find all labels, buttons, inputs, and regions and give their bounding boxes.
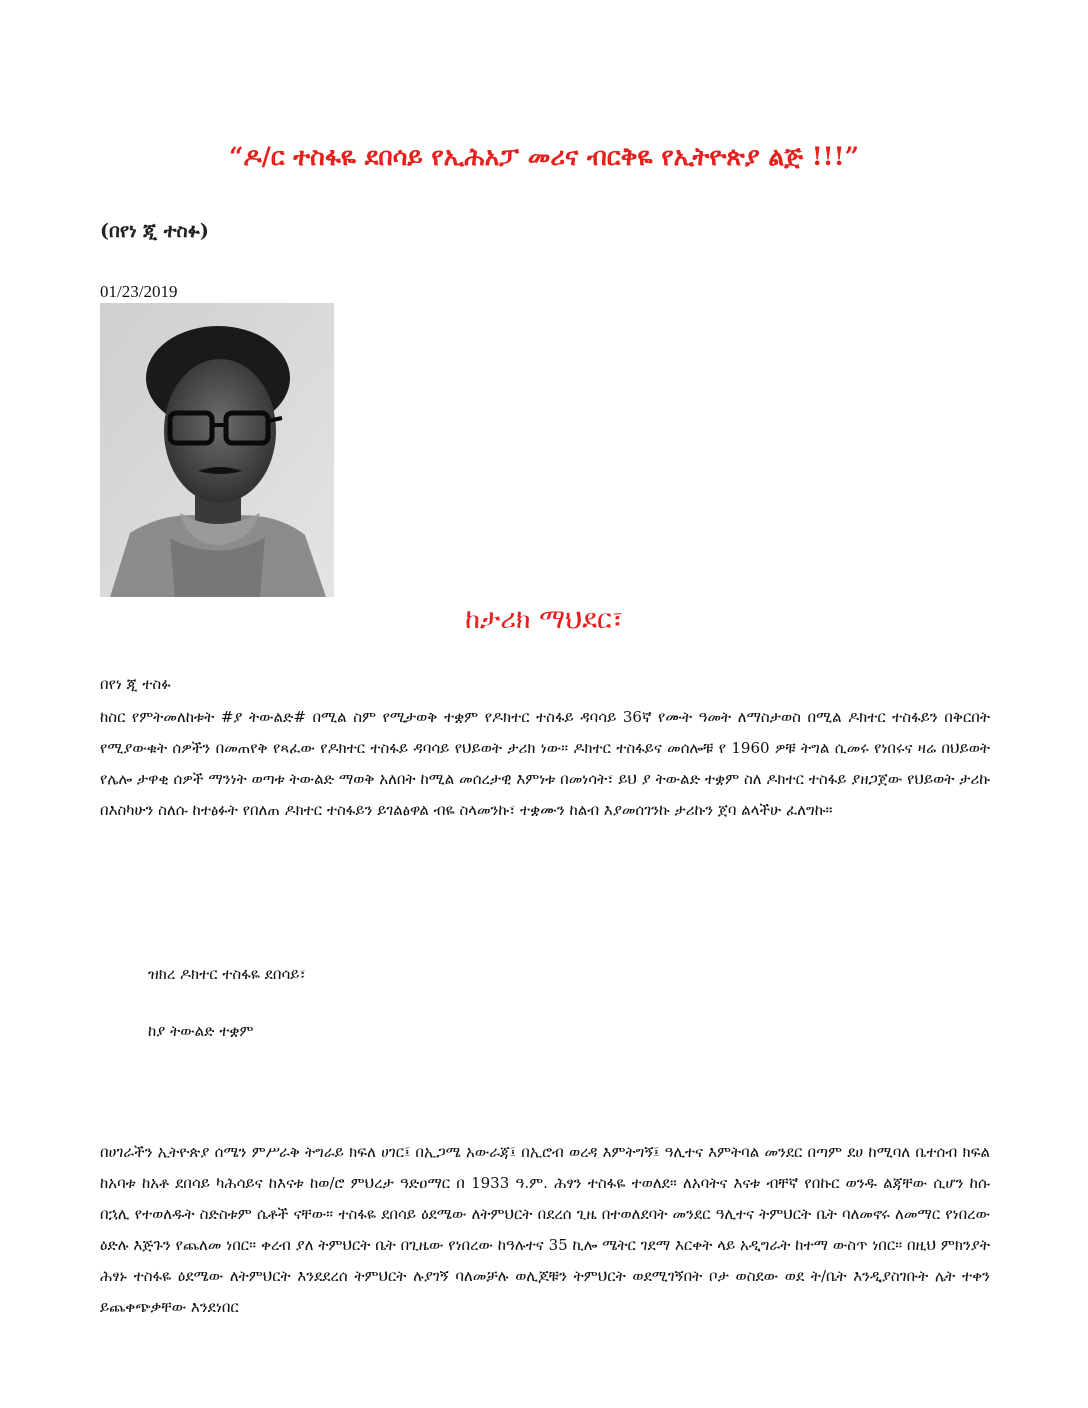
biography-paragraph: በሀገራችን ኢትዮጵያ ሰሜን ምሥራቅ ትግራይ ክፍለ ሀገር፤ በኢጋሜ አውራጃ፤ በኢሮብ ወረዳ እምትግኝ፤ ዓሊተና እምትባል መንደር በጣም ደሀ ከሚባለ ቤተሰብ ክፍል ከአባቱ ከአቶ ደበሳይ ካሕሳይና ከእናቱ ከወ/ሮ ምህረታ ዓድዐማር በ 1933 ዓ.ም. ሕፃን ተስፋዬ ተወለደ። ለአባትና እናቱ ብቸኛ የበኩር ወንዱ ልጃቸው ሲሆን ከሱ በኋሊ የተወለዱት ስድስቱም ሴቶች ናቸው። ተስፋዬ ደበሳይ ዕደሜው ለትምህርት በደረሰ ጊዜ በተወለደባት መንደር ዓሊተና ትምህርት ቤት ባለመኖሩ ለመማር የነበረው ዕድሉ እጅጉን የጨለመ ነበር። ቀረብ ያለ ትምህርት ቤት በጊዜው የነበረው ከዓሉተና 35 ኪሎ ሜትር ገደማ እርቀት ላይ አዲግራት ከተማ ውስጥ ነበር። በዚህ ምክንያት ሕፃኑ ተስፋዬ ዕደሜው ለትምህርት እንደደረሰ ትምህርት ሉያገኝ ባለመቻሉ ወሊጆቹን ትምህርት ወደሚገኝበት ቦታ ወስደው ወደ ት/ቤት እንዲያስገቡት ሌት ተቀን ይጨቀጭቃቸው እንደነበር [100, 1143, 990, 1316]
publication-date: 01/23/2019 [100, 282, 178, 301]
section-heading: ከታሪክ ማህደር፣ [465, 604, 623, 635]
source-line: ከያ ትውልድ ተቋም [148, 1022, 254, 1040]
memorial-heading: ዝክረ ዶክተር ተስፋዬ ደበሳይ፣ [148, 965, 306, 983]
document-title: “ዶ/ር ተስፋዬ ደበሳይ የኢሕአፓ መሪና ብርቅዬ የኢትዮጵያ ልጅ !!!” [228, 142, 860, 171]
author-name: በየነ ጂ ተስፉ [100, 675, 171, 693]
portrait-photo [100, 303, 334, 597]
byline: (በየነ ጂ ተስፉ) [100, 220, 209, 242]
intro-paragraph: ከስር የምትመለከቱት #ያ ትውልድ# በሚል ስም የሚታወቅ ተቋም የዶክተር ተስፋይ ዳባሳይ 36ኛ የሙት ዓመት ለማስታወስ በሚል ዶክተር ተስፋይን በቅርበት የሚያውቁት ሰዎችን በመጠየቅ የጻፈው የዶክተር ተስፋይ ዳባሳይ የህይወት ታሪክ ነው። ዶክተር ተስፋይና መሰሎቹ የ 1960 ዎቹ ትግል ሲመሩ የነበሩና ዛሬ በህይወት የሌሎ ታዋቂ ሰዎች ማንነት ወጣቱ ትውልድ ማወቅ አለበት ከሚል መሰረታዊ እምነቱ በመነሳት፣ ይህ ያ ትውልድ ተቋም ስለ ዶክተር ተስፋይ ያዘጋጀው የህይወት ታሪኩ በእስካሁን ስለሱ ከተፅፉት የበለጠ ዶክተር ተስፋይን ይገልፅዋል ብዬ ስላመንኩ፣ ተቋሙን ከልብ እያመሰገንኩ ታሪኩን ጀባ ልላችሁ ፈለግኩ። [100, 708, 990, 819]
